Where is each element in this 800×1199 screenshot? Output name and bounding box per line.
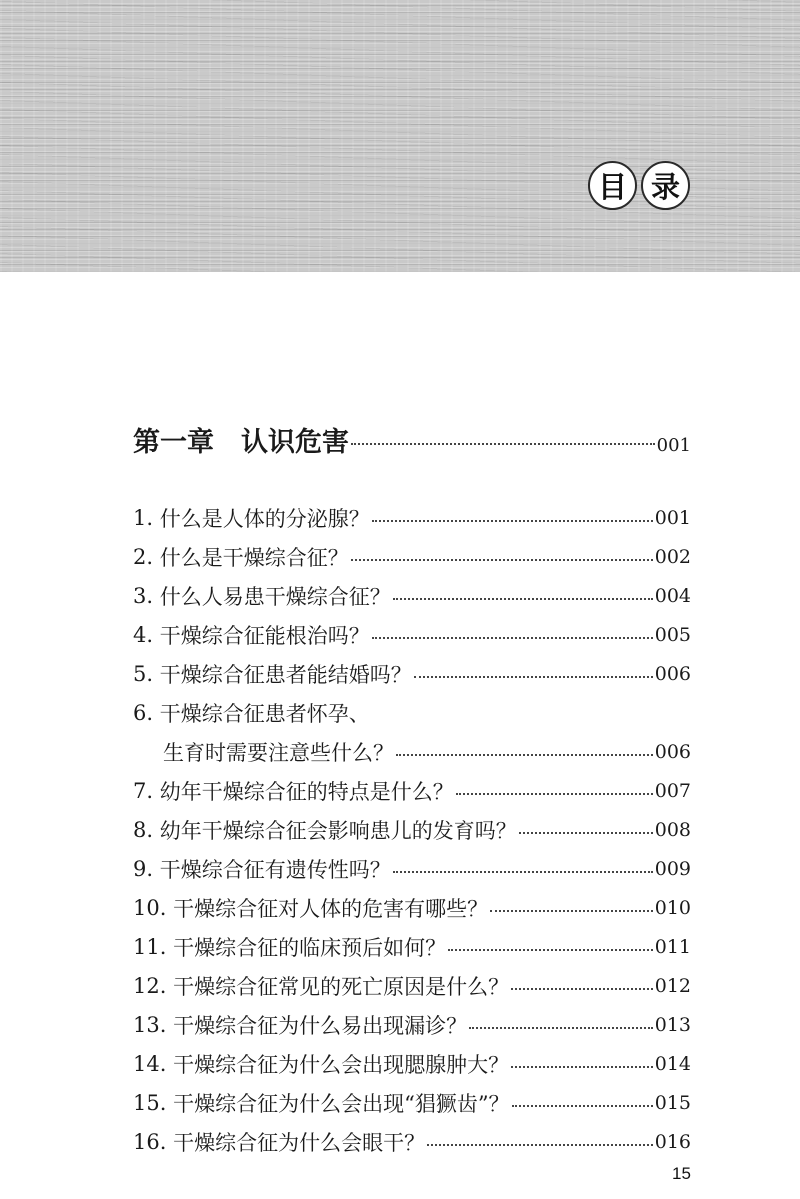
leader-dots: [351, 443, 655, 445]
entry-text: 什么是干燥综合征？: [159, 545, 349, 570]
entry-page: 008: [654, 818, 691, 841]
page-number: 15: [672, 1164, 691, 1183]
entry-page: 007: [654, 779, 691, 802]
chapter-page: 001: [656, 435, 691, 456]
toc-list: [133, 498, 691, 1161]
toc-title-char: 录: [641, 161, 690, 210]
entry-page: 006: [654, 740, 691, 763]
leader-dots: [414, 676, 653, 678]
leader-dots: [512, 1105, 653, 1107]
entry-number: 7.: [133, 778, 160, 803]
entry-page: 011: [654, 935, 691, 958]
leader-dots: [372, 637, 653, 639]
entry-page: 005: [654, 623, 691, 646]
leader-dots: [372, 520, 653, 522]
entry-text: 生育时需要注意些什么？: [163, 740, 394, 765]
toc-entry[interactable]: [133, 1005, 691, 1044]
entry-page: 006: [654, 662, 691, 685]
toc-entry[interactable]: [133, 927, 691, 966]
toc-entry[interactable]: [133, 888, 691, 927]
toc-entry[interactable]: [133, 1044, 691, 1083]
toc-entry[interactable]: [133, 810, 691, 849]
leader-dots: [519, 832, 653, 834]
entry-number: 5.: [133, 661, 160, 686]
toc-title-char: 目: [588, 161, 637, 210]
entry-text: 什么是人体的分泌腺？: [159, 506, 370, 531]
toc-entry[interactable]: [133, 771, 691, 810]
entry-number: 10.: [133, 895, 174, 920]
entry-page: 009: [654, 857, 691, 880]
entry-text: 干燥综合征患者能结婚吗？: [159, 662, 412, 687]
entry-number: 13.: [133, 1012, 174, 1037]
toc-entry[interactable]: [133, 537, 691, 576]
toc-entry-continuation[interactable]: [133, 732, 691, 771]
leader-dots: [469, 1027, 653, 1029]
entry-page: 012: [654, 974, 691, 997]
entry-number: 11.: [133, 934, 174, 959]
header-banner: [0, 0, 800, 272]
entry-text: 幼年干燥综合征的特点是什么？: [159, 779, 454, 804]
entry-number: 4.: [133, 622, 160, 647]
chapter-title: 第一章 认识危害: [133, 427, 349, 458]
entry-page: 001: [654, 506, 691, 529]
entry-number: 8.: [133, 817, 160, 842]
entry-number: 3.: [133, 583, 160, 608]
toc-entry[interactable]: [133, 654, 691, 693]
entry-text: 干燥综合征患者怀孕、: [159, 701, 370, 726]
entry-text: 干燥综合征为什么易出现漏诊？: [173, 1013, 468, 1038]
toc-entry[interactable]: [133, 1122, 691, 1161]
entry-page: 013: [654, 1013, 691, 1036]
entry-page: 002: [654, 545, 691, 568]
entry-text: 干燥综合征常见的死亡原因是什么？: [173, 974, 510, 999]
entry-number: 14.: [133, 1051, 174, 1076]
leader-dots: [456, 793, 653, 795]
toc-entry[interactable]: [133, 576, 691, 615]
leader-dots: [427, 1144, 653, 1146]
leader-dots: [490, 910, 653, 912]
entry-page: 010: [654, 896, 691, 919]
entry-number: 12.: [133, 973, 174, 998]
leader-dots: [448, 949, 653, 951]
entry-page: 016: [654, 1130, 691, 1153]
leader-dots: [511, 1066, 653, 1068]
leader-dots: [396, 754, 653, 756]
entry-text: 干燥综合征能根治吗？: [159, 623, 370, 648]
entry-number: 2.: [133, 544, 160, 569]
leader-dots: [351, 559, 653, 561]
toc-entry[interactable]: [133, 498, 691, 537]
entry-text: 干燥综合征有遗传性吗？: [159, 857, 391, 882]
entry-number: 1.: [133, 505, 160, 530]
toc-entry[interactable]: [133, 615, 691, 654]
entry-text: 幼年干燥综合征会影响患儿的发育吗？: [159, 818, 517, 843]
toc-entry[interactable]: [133, 966, 691, 1005]
entry-number: 6.: [133, 700, 160, 725]
leader-dots: [511, 988, 653, 990]
entry-text: 什么人易患干燥综合征？: [159, 584, 391, 609]
entry-text: 干燥综合征为什么会出现腮腺肿大？: [173, 1052, 510, 1077]
toc-title: [588, 161, 690, 210]
chapter-heading[interactable]: [133, 420, 691, 459]
entry-text: 干燥综合征对人体的危害有哪些？: [173, 896, 489, 921]
entry-page: 014: [654, 1052, 691, 1075]
entry-text: 干燥综合征为什么会出现“猖獗齿”？: [173, 1091, 510, 1116]
toc-entry[interactable]: [133, 1083, 691, 1122]
entry-number: 9.: [133, 856, 160, 881]
leader-dots: [393, 871, 653, 873]
entry-number: 16.: [133, 1129, 174, 1154]
entry-number: 15.: [133, 1090, 174, 1115]
leader-dots: [393, 598, 653, 600]
entry-page: 015: [654, 1091, 691, 1114]
entry-page: 004: [654, 584, 691, 607]
entry-text: 干燥综合征的临床预后如何？: [173, 935, 447, 960]
entry-text: 干燥综合征为什么会眼干？: [173, 1130, 426, 1155]
toc-entry[interactable]: [133, 693, 691, 732]
toc-entry[interactable]: [133, 849, 691, 888]
